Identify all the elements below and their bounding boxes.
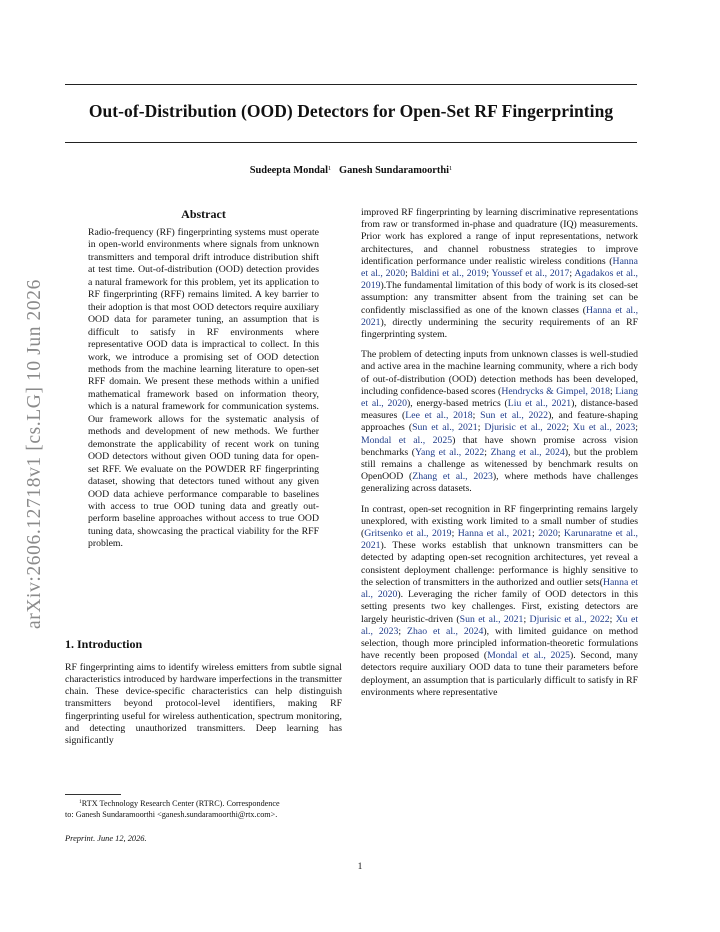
paper-title: Out-of-Distribution (OOD) Detectors for Open-Set RF Fingerprinting: [88, 101, 614, 121]
page-number: 1: [357, 862, 363, 872]
citation-link[interactable]: Hanna et al., 2021: [361, 304, 639, 328]
footnote-marker: 1: [79, 799, 82, 805]
abstract-text: Radio-frequency (RF) fingerprinting systems must operate in open-world environments where signals from unknown transmitters and temporal drift introduce distribution shift at test time. Out-of-distribution (OOD) detection provides a natural framework for this problem, yet its application to RF fingerprinting (RFF) remains limited. A key barrier to their adoption is that most OOD detectors require auxiliary OOD data for parameter tuning, an assumption that is difficult to satisfy in RF environments where representative OOD data is impractical to collect. In this work, we introduce a promising set of OOD detection methods from the machine learning literature to open-set RFF domain. We present these methods within a unified mathematical framework based on information theory, which is a natural framework for communication systems. Our framework allows for the systematic analysis of methods and development of new methods. We further demonstrate the applicability of recent work on tuning OOD detectors without given OOD tuning data for open-set RFF. We evaluate on the POWDER RF fingerprinting dataset, showing that detectors tuned without any given OOD data achieve performance comparable to baselines with access to true OOD tuning data and greatly out-perform baseline approaches without access to true OOD tuning data, showcasing the practical viability for the RFF problem.: [88, 227, 319, 550]
footnote-rule: [65, 794, 121, 795]
citation-link[interactable]: Sun et al., 2021: [412, 422, 478, 434]
citation-link[interactable]: 2020: [538, 528, 558, 540]
footnote: [65, 797, 342, 820]
paragraph: improved RF fingerprinting by learning discriminative representations from raw or transformed in-phase and quadrature (IQ) measurements. Prior work has explored a range of input representations, network architectures, and channel robustness strategies to improve identification performance under realistic wireless conditions (Hanna et al., 2020; Baldini et al., 2019; Youssef et al., 2017; Agadakos et al., 2019).The fundamental limitation of this body of work is its closed-set assumption: any transmitter absent from the training set can be confidently misclassified as one of the known classes (Hanna et al., 2021), directly undermining the security requirements of an RF fingerprinting system.: [361, 207, 639, 341]
footnote-line-2: to: Ganesh Sundaramoorthi <ganesh.sundaramoorthi@rtx.com>.: [65, 809, 278, 819]
right-column: [361, 207, 638, 707]
title-bottom-rule: [65, 142, 637, 143]
citation-link[interactable]: Zhang et al., 2024: [490, 446, 565, 458]
citation-link[interactable]: Liang et al., 2020: [361, 385, 638, 410]
citation-link[interactable]: Zhang et al., 2023: [412, 471, 493, 483]
citation-link[interactable]: Sun et al., 2021: [459, 613, 524, 625]
citation-link[interactable]: Liu et al., 2021: [507, 398, 572, 410]
citation-link[interactable]: Mondal et al., 2025: [487, 650, 571, 662]
citation-link[interactable]: Mondal et al., 2025: [361, 434, 453, 446]
citation-link[interactable]: Djurisic et al., 2022: [529, 613, 610, 625]
citation-link[interactable]: Hanna et al., 2020: [361, 255, 638, 280]
citation-link[interactable]: Baldini et al., 2019: [410, 268, 487, 280]
citation-link[interactable]: Youssef et al., 2017: [491, 268, 570, 280]
citation-link[interactable]: Zhao et al., 2024: [407, 625, 484, 637]
arxiv-id: arXiv:2606.12718v1 [cs.LG] 10 Jun 2026: [24, 279, 45, 629]
citation-link[interactable]: Karunaratne et al., 2021: [361, 528, 638, 552]
citation-link[interactable]: Lee et al., 2018: [405, 410, 473, 422]
citation-link[interactable]: Gritsenko et al., 2019: [364, 528, 452, 540]
paragraph: In contrast, open-set recognition in RF fingerprinting remains largely unexplored, with existing work limited to a small number of studies (Gritsenko et al., 2019; Hanna et al., 2021; 2020; Karunaratne et al., 2021). These works establish that unknown transmitters can be detected by adapting open-set recognition architectures, yet reveal a consistent deployment challenge: performance is highly sensitive to the selection of transmitters in the authorized and outlier sets(Hanna et al., 2020). Leveraging the richer family of OOD detectors in this setting presents two key challenges. First, existing detectors are largely heuristic-driven (Sun et al., 2021; Djurisic et al., 2022; Xu et al., 2023; Zhao et al., 2024), with limited guidance on method selection, though more principled information-theoretic formulations have recently been proposed (Mondal et al., 2025). Second, many detectors require auxiliary OOD data to tune their parameters before deployment, an assumption that is particularly difficult to satisfy in RF environments where representative: [361, 503, 639, 698]
author-name: Ganesh Sundaramoorthi: [339, 165, 450, 176]
author-name: Sudeepta Mondal: [249, 165, 328, 176]
arxiv-stamp: [21, 263, 49, 645]
citation-link[interactable]: Hanna et al., 2020: [361, 576, 638, 601]
preprint-note: Preprint. June 12, 2026.: [65, 834, 147, 843]
paragraph: The problem of detecting inputs from unknown classes is well-studied and active area in the machine learning community, where a rich body of out-of-distribution (OOD) detection methods has been developed, including confidence-based scores (Hendrycks & Gimpel, 2018; Liang et al., 2020), energy-based metrics (Liu et al., 2021), distance-based measures (Lee et al., 2018; Sun et al., 2022), and feature-shaping approaches (Sun et al., 2021; Djurisic et al., 2022; Xu et al., 2023; Mondal et al., 2025) that have shown promise across vision benchmarks (Yang et al., 2022; Zhang et al., 2024), but the problem still remains a challenge as witenessed by benchmark results on OpenOOD (Zhang et al., 2023), where methods have challenges generalizing across datasets.: [361, 349, 639, 495]
footnote-line-1: RTX Technology Research Center (RTRC). Correspondence: [81, 799, 280, 808]
citation-link[interactable]: Xu et al., 2023: [361, 613, 639, 637]
introduction-text: RF fingerprinting aims to identify wireless emitters from subtle signal characteristics introduced by hardware imperfections in the transmitter chain. These device-specific characteristics can help distinguish transmitters beyond protocol-level identifiers, making RF fingerprinting useful for wireless authentication, spectrum monitoring, and detecting unauthorized transmitters. Deep learning has significantly: [65, 662, 342, 746]
citation-link[interactable]: Sun et al., 2022: [480, 410, 549, 422]
citation-link[interactable]: Yang et al., 2022: [414, 446, 485, 458]
introduction-heading: 1. Introduction: [65, 637, 143, 651]
citation-link[interactable]: Xu et al., 2023: [572, 422, 636, 434]
title-top-rule: [65, 84, 637, 85]
citation-link[interactable]: Agadakos et al., 2019: [361, 268, 638, 292]
citation-link[interactable]: Hanna et al., 2021: [457, 528, 533, 540]
citation-link[interactable]: Hendrycks & Gimpel, 2018: [501, 385, 610, 397]
author-list: [65, 165, 637, 176]
author-affiliation: 1: [327, 165, 332, 172]
abstract-heading: Abstract: [181, 207, 226, 221]
citation-link[interactable]: Djurisic et al., 2022: [484, 422, 567, 434]
author-affiliation: 1: [449, 165, 453, 172]
